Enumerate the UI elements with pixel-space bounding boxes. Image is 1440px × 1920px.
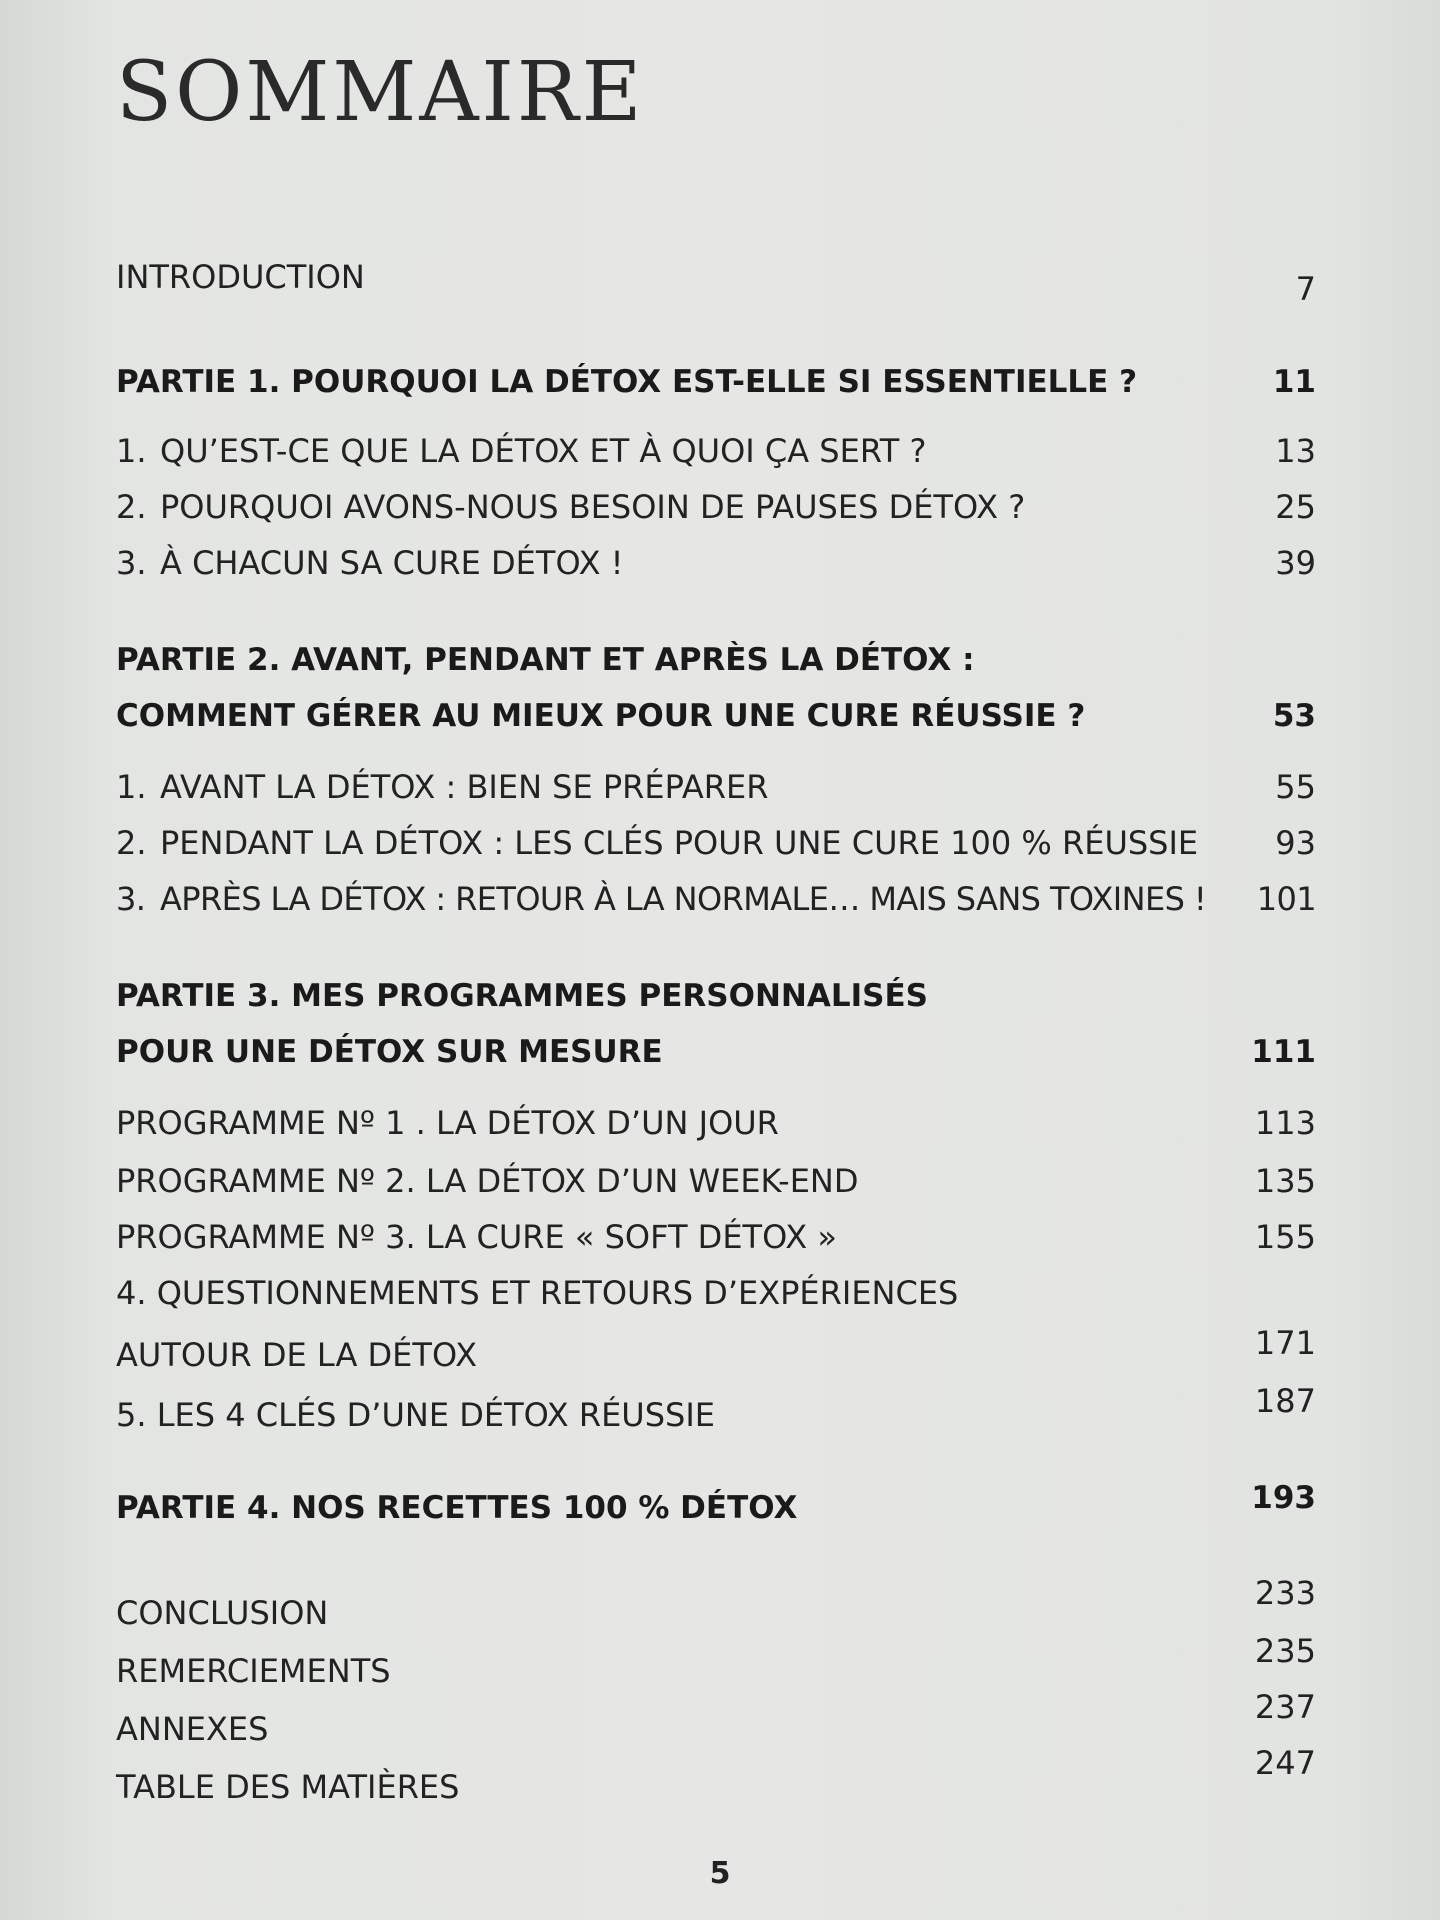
toc-part-2-line2 [116, 698, 1316, 748]
toc-page-number: 235 [1254, 1632, 1316, 1670]
toc-number: 2. [116, 824, 147, 862]
toc-entry-questionnements-line1 [116, 1274, 1316, 1324]
toc-page-number: 101 [1256, 880, 1316, 918]
toc-label: POURQUOI AVONS-NOUS BESOIN DE PAUSES DÉTOX ? [160, 488, 1026, 526]
toc-page-number: 93 [1275, 824, 1316, 862]
toc-label: QU’EST-CE QUE LA DÉTOX ET À QUOI ÇA SERT ? [160, 432, 927, 470]
toc-part-2-line1 [116, 642, 1316, 692]
toc-entry-annexes [116, 1688, 1316, 1760]
toc-number: 2. [116, 488, 147, 526]
toc-page-number: 53 [1272, 698, 1316, 734]
toc-page-number: 171 [1254, 1324, 1316, 1362]
toc-label: INTRODUCTION [116, 258, 365, 296]
toc-label: PARTIE 4. NOS RECETTES 100 % DÉTOX [116, 1490, 798, 1526]
toc-page-number: 247 [1254, 1744, 1316, 1782]
toc-part-3-line1 [116, 978, 1316, 1028]
toc-label: POUR UNE DÉTOX SUR MESURE [116, 1034, 663, 1070]
toc-label: PARTIE 3. MES PROGRAMMES PERSONNALISÉS [116, 978, 928, 1014]
toc-label: ANNEXES [116, 1710, 269, 1748]
toc-part-3-line2 [116, 1034, 1316, 1084]
toc-page-number: 135 [1254, 1162, 1316, 1200]
toc-page-number: 113 [1254, 1104, 1316, 1142]
toc-page-number: 39 [1275, 544, 1316, 582]
toc-entry-program-2 [116, 1162, 1316, 1212]
toc-page-number: 233 [1254, 1574, 1316, 1612]
toc-entry-program-1 [116, 1104, 1316, 1154]
toc-page-number: 237 [1254, 1688, 1316, 1726]
toc-label: 5. LES 4 CLÉS D’UNE DÉTOX RÉUSSIE [116, 1396, 715, 1434]
toc-entry-table-des-matieres [116, 1744, 1316, 1818]
page-folio: 5 [709, 1856, 731, 1891]
toc-label: PROGRAMME Nº 3. LA CURE « SOFT DÉTOX » [116, 1218, 837, 1256]
toc-page-number: 155 [1254, 1218, 1316, 1256]
toc-entry-introduction [116, 258, 1316, 308]
toc-label: PARTIE 2. AVANT, PENDANT ET APRÈS LA DÉTOX : [116, 642, 975, 678]
toc-number: 3. [116, 544, 147, 582]
toc-label: REMERCIEMENTS [116, 1652, 391, 1690]
toc-page-number: 193 [1251, 1480, 1316, 1516]
toc-page-number: 7 [1295, 270, 1316, 308]
toc-entry-program-3 [116, 1218, 1316, 1268]
toc-label: PROGRAMME Nº 2. LA DÉTOX D’UN WEEK-END [116, 1162, 859, 1200]
toc-entry-part1-ch1 [116, 432, 1316, 482]
toc-entry-part1-ch2 [116, 488, 1316, 538]
toc-entry-questionnements-line2 [116, 1324, 1316, 1386]
toc-label: AVANT LA DÉTOX : BIEN SE PRÉPARER [160, 768, 769, 806]
toc-label: PENDANT LA DÉTOX : LES CLÉS POUR UNE CURE 100 % RÉUSSIE [160, 824, 1199, 862]
toc-page-number: 25 [1275, 488, 1316, 526]
toc-label: CONCLUSION [116, 1594, 329, 1632]
toc-page-number: 11 [1272, 364, 1316, 400]
toc-label: À CHACUN SA CURE DÉTOX ! [160, 544, 624, 582]
toc-label: COMMENT GÉRER AU MIEUX POUR UNE CURE RÉUSSIE ? [116, 698, 1086, 734]
toc-part-4 [116, 1480, 1316, 1540]
toc-entry-part2-ch2 [116, 824, 1316, 874]
toc-part-1 [116, 364, 1316, 414]
toc-page-number: 55 [1275, 768, 1316, 806]
toc-label: APRÈS LA DÉTOX : RETOUR À LA NORMALE… MAIS SANS TOXINES ! [160, 880, 1207, 918]
toc-label: 4. QUESTIONNEMENTS ET RETOURS D’EXPÉRIENCES [116, 1274, 959, 1312]
toc-label: PROGRAMME Nº 1 . LA DÉTOX D’UN JOUR [116, 1104, 779, 1142]
toc-page-number: 111 [1251, 1034, 1316, 1070]
toc-number: 3. [116, 880, 146, 918]
toc-page-number: 13 [1275, 432, 1316, 470]
toc-label: TABLE DES MATIÈRES [116, 1768, 460, 1806]
toc-entry-part1-ch3 [116, 544, 1316, 594]
toc-number: 1. [116, 432, 147, 470]
toc-number: 1. [116, 768, 147, 806]
toc-entry-part2-ch1 [116, 768, 1316, 818]
toc-label: PARTIE 1. POURQUOI LA DÉTOX EST-ELLE SI ESSENTIELLE ? [116, 364, 1138, 400]
toc-entry-conclusion [116, 1574, 1316, 1644]
toc-entry-part2-ch3 [116, 880, 1316, 930]
page-title: SOMMAIRE [116, 45, 645, 140]
toc-label: AUTOUR DE LA DÉTOX [116, 1336, 477, 1374]
toc-page-number: 187 [1254, 1382, 1316, 1420]
toc-entry-keys [116, 1382, 1316, 1446]
toc-entry-remerciements [116, 1632, 1316, 1702]
